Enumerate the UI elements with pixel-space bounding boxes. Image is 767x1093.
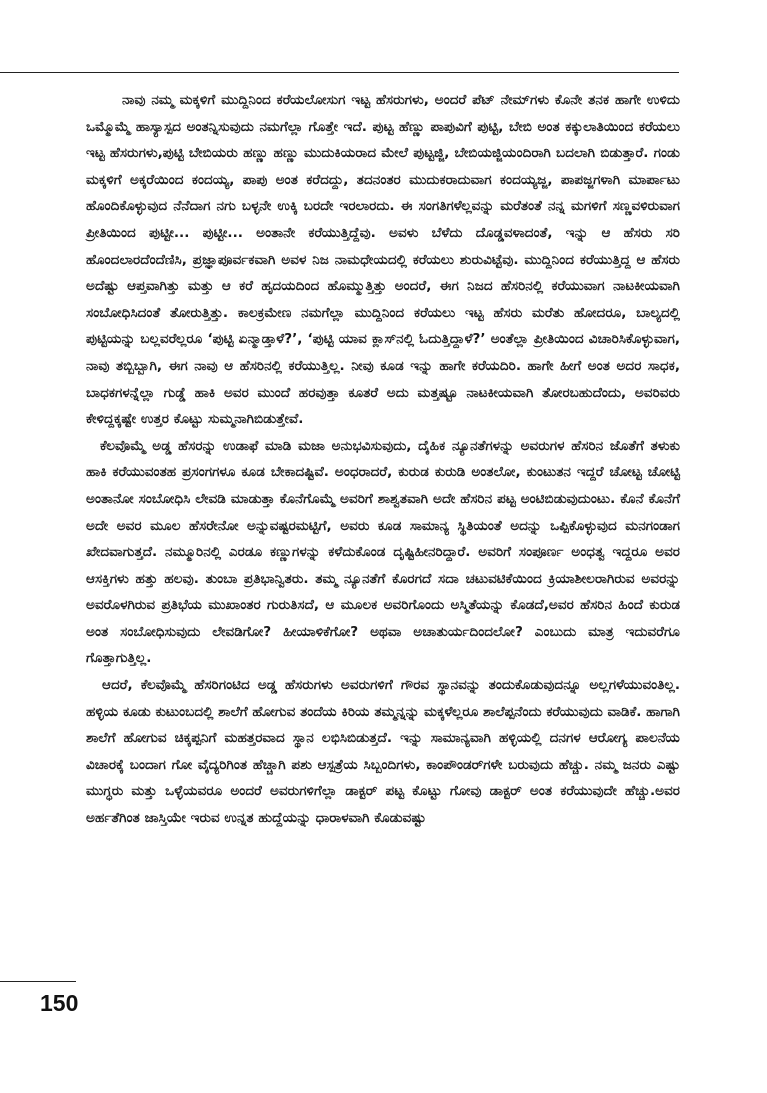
paragraph-1: ನಾವು ನಮ್ಮ ಮಕ್ಕಳಿಗೆ ಮುದ್ದಿನಿಂದ ಕರೆಯಲೋಸುಗ ಇಟ್ಟ ಹೆಸರುಗಳು, ಅಂದರೆ ಪೆಟ್ ನೇಮ್‌ಗಳು ಕೊನೇ ತನಕ ಹಾಗೇ ಉಳಿದು ಒಮ್ಮೊಮ್ಮೆ ಹಾಸ್ಯಾಸ್ಪದ ಅಂತನ್ನಿಸುವುದು ನಮಗೆಲ್ಲಾ ಗೊತ್ತೇ ಇದೆ. ಪುಟ್ಟ ಹೆಣ್ಣು ಪಾಪುವಿಗೆ ಪುಟ್ಟಿ, ಬೇಬಿ ಅಂತ ಕಕ್ಕುಲಾತಿಯಿಂದ ಕರೆಯಲು ಇಟ್ಟ ಹೆಸರುಗಳು,ಪುಟ್ಟಿ ಬೇಬಿಯರು ಹಣ್ಣು ಹಣ್ಣು ಮುದುಕಿಯರಾದ ಮೇಲೆ ಪುಟ್ಟಜ್ಜಿ, ಬೇಬಿಯಜ್ಜಿಯಂದಿರಾಗಿ ಬದಲಾಗಿ ಬಿಡುತ್ತಾರೆ. ಗಂಡು ಮಕ್ಕಳಿಗೆ ಅಕ್ಕರೆಯಿಂದ ಕಂದಯ್ಯ, ಪಾಪು ಅಂತ ಕರೆದದ್ದು, ತದನಂತರ ಮುದುಕರಾದುವಾಗ ಕಂದಯ್ಯಜ್ಜ, ಪಾಪಜ್ಜಗಳಾಗಿ ಮಾರ್ಪಾಟು ಹೊಂದಿಕೊಳ್ಳುವುದ ನೆನೆದಾಗ ನಗು ಬಳ್ಳನೇ ಉಕ್ಕಿ ಬರದೇ ಇರಲಾರದು. ಈ ಸಂಗತಿಗಳೆಲ್ಲವನ್ನು ಮರೆತಂತೆ ನನ್ನ ಮಗಳಿಗೆ ಸಣ್ಣವಳಿರುವಾಗ ಪ್ರೀತಿಯಿಂದ ಪುಟ್ಟೀ... ಪುಟ್ಟೀ... ಅಂತಾನೇ ಕರೆಯುತ್ತಿದ್ದೆವು. ಅವಳು ಬೆಳೆದು ದೊಡ್ಡವಳಾದಂತೆ, ಇನ್ನು ಆ ಹೆಸರು ಸರಿ ಹೊಂದಲಾರದೆಂದೆಣಿಸಿ, ಪ್ರಜ್ಞಾಪೂರ್ವಕವಾಗಿ ಅವಳ ನಿಜ ನಾಮಧೇಯದಲ್ಲಿ ಕರೆಯಲು ಶುರುವಿಟ್ಟೆವು. ಮುದ್ದಿನಿಂದ ಕರೆಯುತ್ತಿದ್ದ ಆ ಹೆಸರು ಅದೆಷ್ಟು ಆಪ್ತವಾಗಿತ್ತು ಮತ್ತು ಆ ಕರೆ ಹೃದಯದಿಂದ ಹೊಮ್ಮುತ್ತಿತ್ತು ಅಂದರೆ, ಈಗ ನಿಜದ ಹೆಸರಿನಲ್ಲಿ ಕರೆಯುವಾಗ ನಾಟಕೀಯವಾಗಿ ಸಂಬೋಧಿಸಿದಂತೆ ತೋರುತ್ತಿತ್ತು. ಕಾಲಕ್ರಮೇಣ ನಮಗೆಲ್ಲಾ ಮುದ್ದಿನಿಂದ ಕರೆಯಲು ಇಟ್ಟ ಹೆಸರು ಮರೆತು ಹೋದರೂ, ಬಾಲ್ಯದಲ್ಲಿ ಪುಟ್ಟಿಯನ್ನು ಬಲ್ಲವರೆಲ್ಲರೂ ‘ಪುಟ್ಟಿ ಏನ್ಮಾಡ್ತಾಳೆ?’, ‘ಪುಟ್ಟಿ ಯಾವ ಕ್ಲಾಸ್‌ನಲ್ಲಿ ಓದುತ್ತಿದ್ದಾಳೆ?’ ಅಂತೆಲ್ಲಾ ಪ್ರೀತಿಯಿಂದ ವಿಚಾರಿಸಿಕೊಳ್ಳುವಾಗ, ನಾವು ತಬ್ಬಿಬ್ಬಾಗಿ, ಈಗ ನಾವು ಆ ಹೆಸರಿನಲ್ಲಿ ಕರೆಯುತ್ತಿಲ್ಲ. ನೀವು ಕೂಡ ಇನ್ನು ಹಾಗೇ ಕರೆಯದಿರಿ. ಹಾಗೇ ಹೀಗೆ ಅಂತ ಅದರ ಸಾಧಕ, ಬಾಧಕಗಳನ್ನೆಲ್ಲಾ ಗುಡ್ಡೆ ಹಾಕಿ ಅವರ ಮುಂದೆ ಹರವುತ್ತಾ ಕೂತರೆ ಅದು ಮತ್ತಷ್ಟೂ ನಾಟಕೀಯವಾಗಿ ತೋರಬಹುದೆಂದು, ಅವರಿವರು ಕೇಳಿದ್ದಕ್ಕಷ್ಟೇ ಉತ್ತರ ಕೊಟ್ಟು ಸುಮ್ಮನಾಗಿಬಿಡುತ್ತೇವೆ. [86,92,680,428]
paragraph-3: ಆದರೆ, ಕೆಲವೊಮ್ಮೆ ಹೆಸರಿಗಂಟಿದ ಅಡ್ಡ ಹೆಸರುಗಳು ಅವರುಗಳಿಗೆ ಗೌರವ ಸ್ಥಾನವನ್ನು ತಂದುಕೊಡುವುದನ್ನೂ ಅಲ್ಲಗಳೆಯುವಂತಿಲ್ಲ. ಹಳ್ಳಿಯ ಕೂಡು ಕುಟುಂಬದಲ್ಲಿ ಶಾಲೆಗೆ ಹೋಗುವ ತಂದೆಯ ಕಿರಿಯ ತಮ್ಮನ್ನನ್ನು ಮಕ್ಕಳೆಲ್ಲರೂ ಶಾಲೆಪ್ಪನೆಂದು ಕರೆಯುವುದು ವಾಡಿಕೆ. ಹಾಗಾಗಿ ಶಾಲೆಗೆ ಹೋಗುವ ಚಿಕ್ಕಪ್ಪನಿಗೆ ಮಹತ್ತರವಾದ ಸ್ಥಾನ ಲಭಿಸಿಬಿಡುತ್ತದೆ. ಇನ್ನು ಸಾಮಾನ್ಯವಾಗಿ ಹಳ್ಳಿಯಲ್ಲಿ ದನಗಳ ಆರೋಗ್ಯ ಪಾಲನೆಯ ವಿಚಾರಕ್ಕೆ ಬಂದಾಗ ಗೋ ವೈದ್ಯರಿಗಿಂತ ಹೆಚ್ಚಾಗಿ ಪಶು ಆಸ್ಪತ್ರೆಯ ಸಿಬ್ಬಂದಿಗಳು, ಕಾಂಪೌಂಡರ್‌ಗಳೇ ಬರುವುದು ಹೆಚ್ಚು. ನಮ್ಮ ಜನರು ಎಷ್ಟು ಮುಗ್ಧರು ಮತ್ತು ಒಳ್ಳೆಯವರೂ ಅಂದರೆ ಅವರುಗಳಿಗೆಲ್ಲಾ ಡಾಕ್ಟರ್ ಪಟ್ಟ ಕೊಟ್ಟು ಗೋವು ಡಾಕ್ಟರ್ ಅಂತ ಕರೆಯುವುದೇ ಹೆಚ್ಚು.ಅವರ ಅರ್ಹತೆಗಿಂತ ಜಾಸ್ತಿಯೇ ಇರುವ ಉನ್ನತ ಹುದ್ದೆಯನ್ನು ಧಾರಾಳವಾಗಿ ಕೊಡುವಷ್ಟು [86,677,680,827]
body-text [86,87,680,832]
header-rule [0,72,679,73]
paragraph-2: ಕೆಲವೊಮ್ಮೆ ಅಡ್ಡ ಹೆಸರನ್ನು ಉಡಾಫೆ ಮಾಡಿ ಮಜಾ ಅನುಭವಿಸುವುದು, ದೈಹಿಕ ನ್ಯೂನತೆಗಳನ್ನು ಅವರುಗಳ ಹೆಸರಿನ ಜೊತೆಗೆ ತಳುಕು ಹಾಕಿ ಕರೆಯುವಂತಹ ಪ್ರಸಂಗಗಳೂ ಕೂಡ ಬೇಕಾದಷ್ಟಿವೆ. ಅಂಧರಾದರೆ, ಕುರುಡ ಕುರುಡಿ ಅಂತಲೋ, ಕುಂಟುತನ ಇದ್ದರೆ ಚೋಟ್ಟ ಚೋಟ್ಟಿ ಅಂತಾನೋ ಸಂಬೋಧಿಸಿ ಲೇವಡಿ ಮಾಡುತ್ತಾ ಕೊನೆಗೊಮ್ಮೆ ಅವರಿಗೆ ಶಾಶ್ವತವಾಗಿ ಅದೇ ಹೆಸರಿನ ಪಟ್ಟ ಅಂಟಿಬಿಡುವುದುಂಟು. ಕೊನೆ ಕೊನೆಗೆ ಅದೇ ಅವರ ಮೂಲ ಹೆಸರೇನೋ ಅನ್ನುವಷ್ಟರಮಟ್ಟಿಗೆ, ಅವರು ಕೂಡ ಸಾಮಾನ್ಯ ಸ್ಥಿತಿಯಂತೆ ಅದನ್ನು ಒಪ್ಪಿಕೊಳ್ಳುವುದ ಮನಗಂಡಾಗ ಖೇದವಾಗುತ್ತದೆ. ನಮ್ಮೂರಿನಲ್ಲಿ ಎರಡೂ ಕಣ್ಣುಗಳನ್ನು ಕಳೆದುಕೊಂಡ ದೃಷ್ಟಿಹೀನರಿದ್ದಾರೆ. ಅವರಿಗೆ ಸಂಪೂರ್ಣ ಅಂಧತ್ವ ಇದ್ದರೂ ಅವರ ಆಸಕ್ತಿಗಳು ಹತ್ತು ಹಲವು. ತುಂಬಾ ಪ್ರತಿಭಾನ್ವಿತರು. ತಮ್ಮ ನ್ಯೂನತೆಗೆ ಕೊರಗದೆ ಸದಾ ಚಟುವಟಿಕೆಯಿಂದ ಕ್ರಿಯಾಶೀಲರಾಗಿರುವ ಅವರನ್ನು ಅವರೊಳಗಿರುವ ಪ್ರತಿಭೆಯ ಮುಖಾಂತರ ಗುರುತಿಸದೆ, ಆ ಮೂಲಕ ಅವರಿಗೊಂದು ಅಸ್ಮಿತೆಯನ್ನು ಕೊಡದೆ,ಅವರ ಹೆಸರಿನ ಹಿಂದೆ ಕುರುಡ ಅಂತ ಸಂಬೋಧಿಸುವುದು ಲೇವಡಿಗೋ? ಹೀಯಾಳಿಕೆಗೋ? ಅಥವಾ ಅಚಾತುರ್ಯದಿಂದಲೋ? ಎಂಬುದು ಮಾತ್ರ ಇದುವರೆಗೂ ಗೊತ್ತಾಗುತ್ತಿಲ್ಲ. [86,437,680,667]
footer-rule [0,981,76,982]
page-number: 150 [40,990,79,1016]
